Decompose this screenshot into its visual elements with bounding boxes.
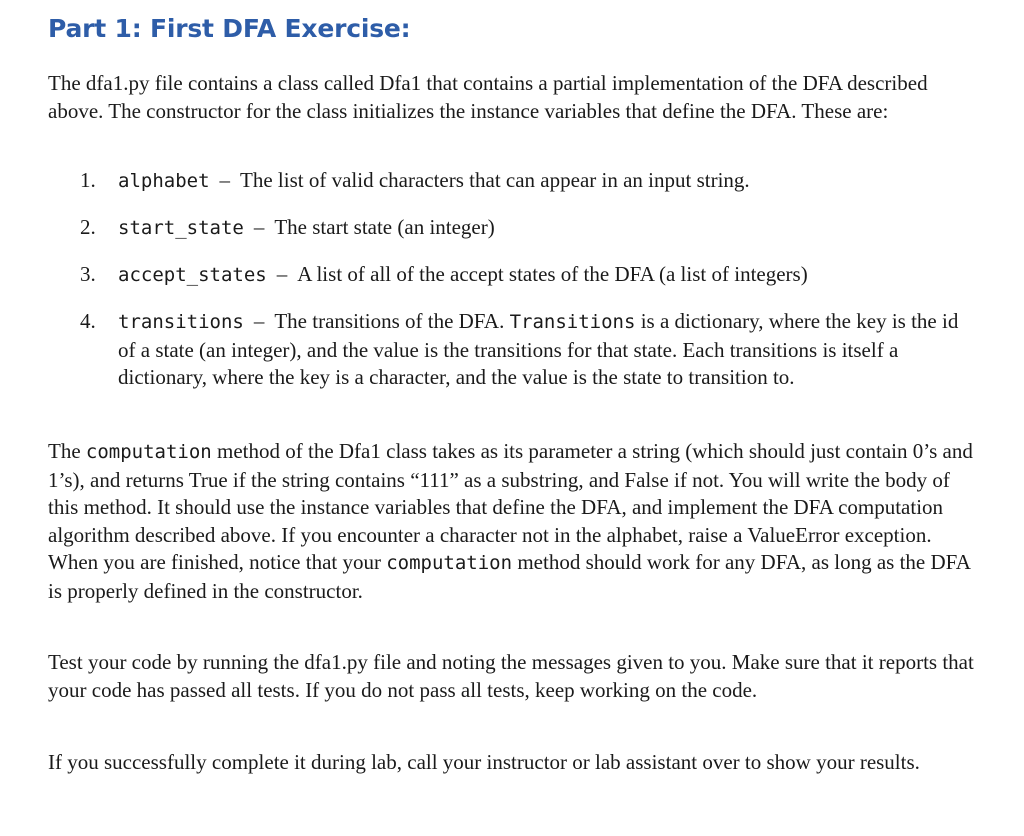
list-item: 3. accept_states – A list of all of the accept states of the DFA (a list of integers) — [80, 262, 808, 286]
item-description: A list of all of the accept states of the DFA (a list of integers) — [297, 262, 808, 286]
test-paragraph: Test your code by running the dfa1.py file and noting the messages given to you. Make sure that it reports that your code has passed all tests. If you do not pass all tests, keep working on the code. — [48, 650, 974, 702]
item-description: is a dictionary, where the key is the id of a state (an integer), and the value is the transitions for that state. Each transitions is itself a dictionary, where the key is a character, and the value is the state to transition to. — [118, 309, 959, 389]
code-term: Transitions — [509, 311, 636, 333]
final-paragraph: If you successfully complete it during lab, call your instructor or lab assistant over to show your results. — [48, 750, 920, 774]
item-description: The start state (an integer) — [274, 215, 495, 239]
list-item: 1. alphabet – The list of valid characters that can appear in an input string. — [80, 168, 750, 192]
item-description: The list of valid characters that can appear in an input string. — [240, 168, 750, 192]
instance-variable-list — [80, 167, 970, 410]
code-term: start_state — [118, 217, 244, 239]
code-term: transitions — [118, 311, 244, 333]
list-item: 4. transitions – The transitions of the DFA. Transitions is a dictionary, where the key is the id of a state (an integer), and the value is the transitions for that state. Each transitions is itself a dictionary, where the key is a character, and the value is the state to transition to. — [80, 309, 959, 389]
section-heading: Part 1: First DFA Exercise: — [48, 14, 411, 43]
intro-paragraph: The dfa1.py file contains a class called Dfa1 that contains a partial implementation of the DFA described above. The constructor for the class initializes the instance variables that define the DFA. These are: — [48, 71, 928, 123]
item-description: The transitions of the DFA. — [274, 309, 510, 333]
list-item: 2. start_state – The start state (an integer) — [80, 215, 495, 239]
code-term: computation — [85, 441, 212, 463]
computation-paragraph: The computation method of the Dfa1 class takes as its parameter a string (which should just contain 0’s and 1’s), and returns True if the string contains “111” as a substring, and False if not. You will write the body of this method. It should use the instance variables that define the DFA, and implement the DFA computation algorithm described above. If you encounter a character not in the alphabet, raise a ValueError exception. When you are finished, notice that your computation method should work for any DFA, as long as the DFA is properly defined in the constructor. — [48, 439, 973, 603]
code-term: accept_states — [118, 264, 267, 286]
code-term: computation — [386, 552, 513, 574]
code-term: alphabet — [118, 170, 210, 192]
